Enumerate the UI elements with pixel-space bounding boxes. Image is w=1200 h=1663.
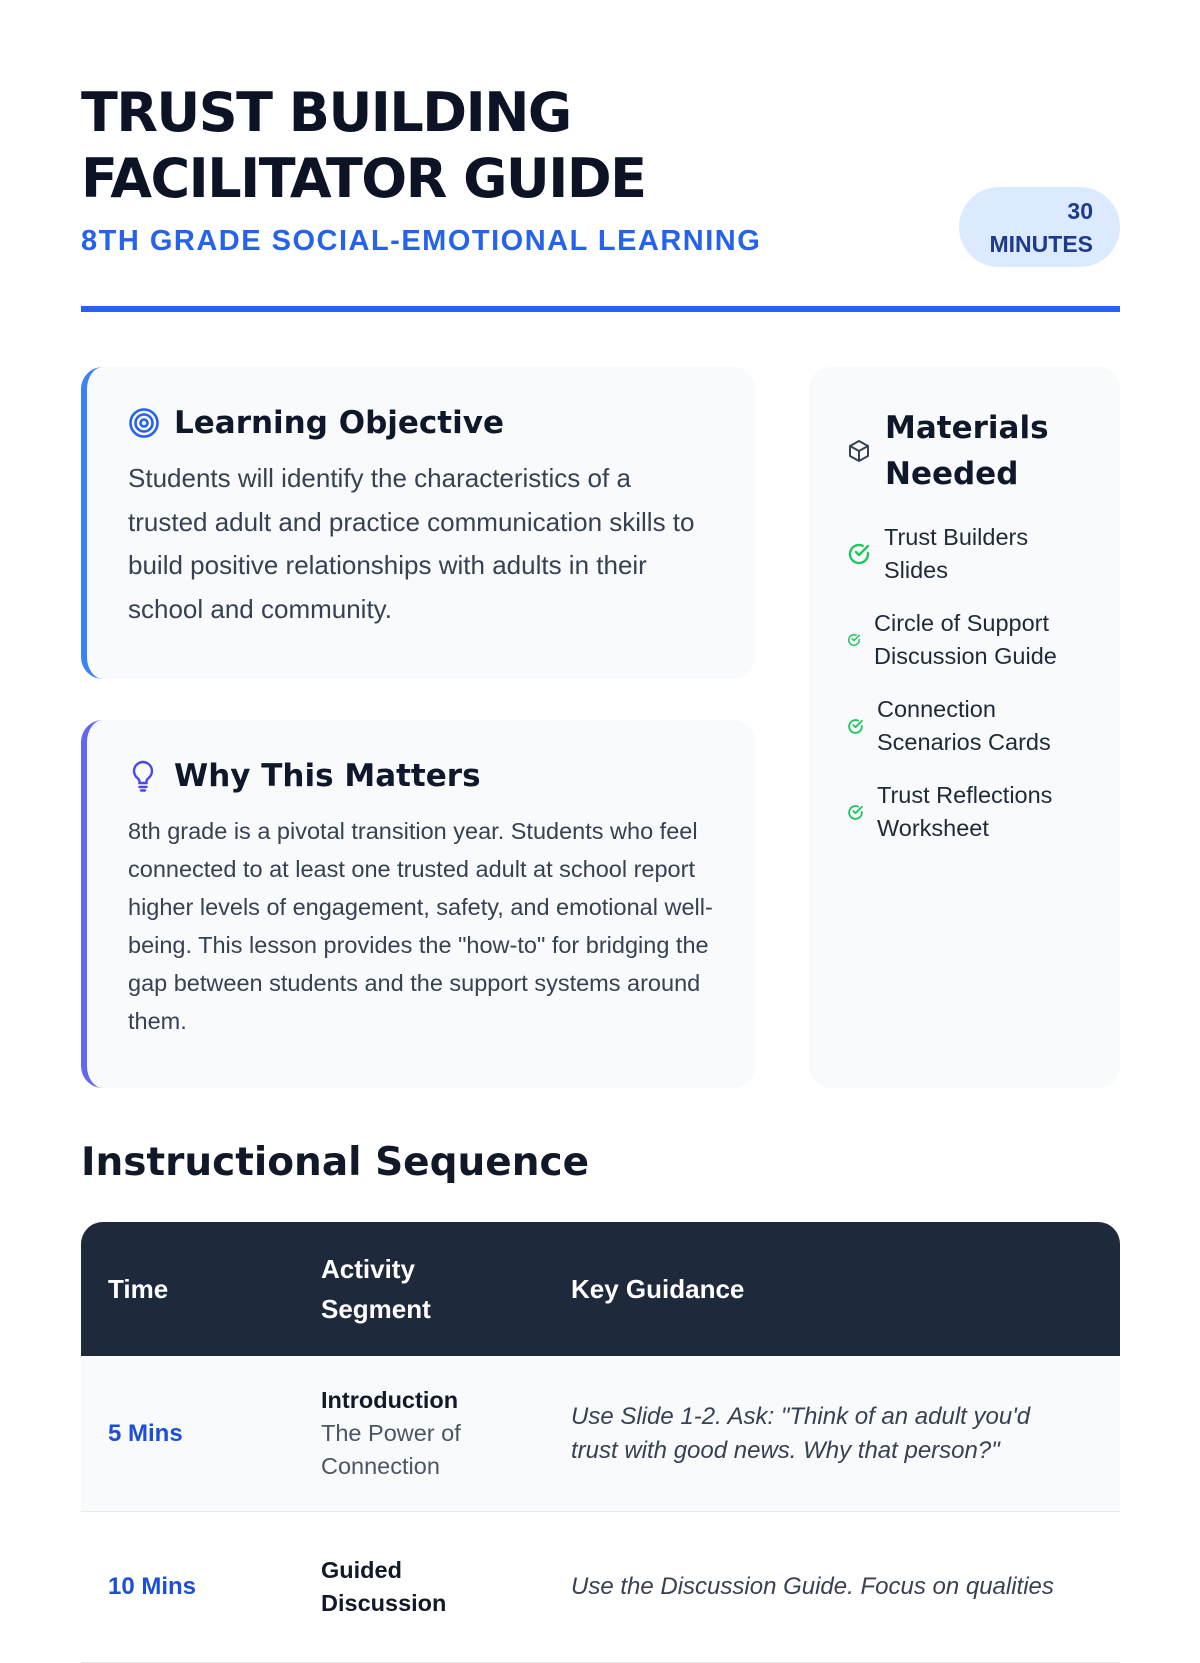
check-circle-icon	[847, 804, 864, 821]
guidance-cell	[571, 1512, 1081, 1662]
duration-badge	[959, 187, 1120, 267]
check-circle-icon	[847, 718, 864, 735]
learning-objective-card	[81, 367, 755, 679]
time-cell	[108, 1356, 183, 1511]
time-value: 5 Mins	[108, 1419, 183, 1447]
why-this-matters-card	[81, 720, 755, 1088]
guidance-text: Use Slide 1-2. Ask: "Think of an adult you'd trust with good news. Why that person?"	[571, 1402, 1031, 1464]
time-value: 10 Mins	[108, 1573, 197, 1600]
materials-card	[809, 367, 1120, 1088]
activity-subtitle: The Power of Connection	[321, 1420, 461, 1479]
lightbulb-icon	[128, 759, 158, 793]
list-item	[847, 607, 1090, 673]
objective-title: Learning Objective	[174, 405, 504, 441]
page-title	[81, 80, 1120, 212]
duration-value: 30	[1067, 198, 1093, 224]
guidance-text: Use the Discussion Guide. Focus on qualities	[571, 1573, 1054, 1600]
table-row	[81, 1356, 1120, 1512]
column-header-activity: Activity Segment	[321, 1254, 431, 1324]
list-item	[847, 521, 1090, 587]
materials-heading	[847, 405, 1090, 497]
material-label: Circle of Support Discussion Guide	[874, 610, 1057, 669]
target-icon	[128, 407, 160, 439]
check-circle-icon	[847, 633, 861, 647]
box-icon	[847, 439, 871, 463]
material-label: Trust Reflections Worksheet	[877, 782, 1053, 841]
section-title: Instructional Sequence	[81, 1140, 590, 1185]
objective-text: Students will identify the characteristics of a trusted adult and practice communication skills to build positive relationships with adults in their school and community.	[128, 463, 695, 624]
why-heading	[128, 758, 715, 794]
title-line-2: FACILITATOR GUIDE	[81, 147, 646, 210]
list-item	[847, 779, 1090, 845]
activity-name: Guided Discussion	[321, 1557, 447, 1616]
why-title: Why This Matters	[174, 758, 481, 794]
guidance-cell	[571, 1356, 1081, 1511]
activity-name: Introduction	[321, 1387, 459, 1413]
check-circle-icon	[847, 542, 871, 566]
list-item	[847, 693, 1090, 759]
title-line-1: TRUST BUILDING	[81, 81, 571, 144]
time-cell	[108, 1512, 196, 1662]
activity-cell	[321, 1512, 521, 1662]
duration-unit: MINUTES	[989, 231, 1093, 257]
column-header-time: Time	[108, 1274, 169, 1304]
table-row	[81, 1512, 1120, 1663]
objective-heading	[128, 405, 715, 441]
materials-title: Materials Needed	[885, 410, 1049, 492]
page-subtitle: 8TH GRADE SOCIAL-EMOTIONAL LEARNING	[81, 225, 762, 257]
materials-list	[847, 521, 1090, 845]
header	[81, 80, 1120, 260]
column-header-guidance: Key Guidance	[571, 1274, 745, 1304]
material-label: Trust Builders Slides	[884, 524, 1029, 583]
header-divider	[81, 306, 1120, 312]
table-header	[81, 1222, 1120, 1356]
material-label: Connection Scenarios Cards	[877, 696, 1051, 755]
sequence-table	[81, 1222, 1120, 1663]
why-text: 8th grade is a pivotal transition year. Students who feel connected to at least one trusted adult at school report higher levels of engagement, safety, and emotional well-being. This lesson provides the "how-to" for bridging the gap between students and the support systems around them.	[128, 818, 713, 1034]
activity-cell	[321, 1356, 521, 1511]
activity-block	[321, 1554, 471, 1620]
activity-block	[321, 1384, 491, 1483]
